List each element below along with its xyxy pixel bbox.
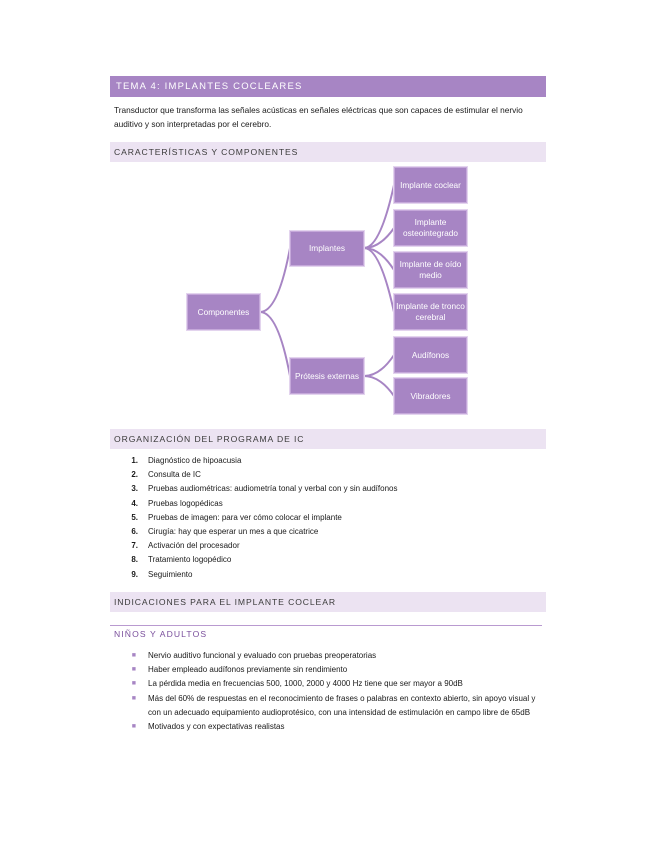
node-implante-osteointegrado: Implante osteointegrado [394,210,467,246]
list-item: ■ Motivados y con expectativas realistas [110,720,540,734]
list-item: ■ Haber empleado audífonos previamente sin rendimiento [110,663,540,677]
list-item: ■ Más del 60% de respuestas en el reconocimiento de frases o palabras en contexto abierto, sin apoyo visual y con un adecuado equipamiento audioprotésico, con una intensidad de estimulación en campo libre de 65dB [110,692,540,720]
section-heading-indicaciones: INDICACIONES PARA EL IMPLANTE COCLEAR [110,592,546,612]
indications-list [110,649,540,734]
connector-protesis-audifonos [364,355,394,376]
list-item: 1. Diagnóstico de hipoacusia [131,456,242,465]
connector-implantes-tronco [364,248,394,312]
list-item: 3. Pruebas audiométricas: audiometría tonal y verbal con y sin audífonos [131,484,398,494]
node-implante-tronco-cerebral: Implante de tronco cerebral [394,294,467,330]
list-item: 8. Tratamiento logopédico [131,555,232,565]
node-audifonos: Audífonos [394,337,467,373]
bullet-icon: ■ [131,723,136,731]
list-item: 6. Cirugía: hay que esperar un mes a que cicatrice [131,526,319,536]
document-page [110,76,546,732]
bullet-icon: ■ [131,680,136,688]
connector-protesis-vibradores [364,376,394,396]
connector-implantes-osteo [364,228,394,248]
node-componentes: Componentes [187,294,260,330]
intro-paragraph: Transductor que transforma las señales acústicas en señales eléctricas que son capaces de estimular el nervio auditivo y son interpretadas por el cerebro. [114,105,523,129]
connector-root-protesis [260,312,290,376]
node-implante-oido-medio: Implante de oído medio [394,252,467,288]
list-item: 9. Seguimiento [131,569,193,579]
list-item: ■ Nervio auditivo funcional y evaluado con pruebas preoperatorias [110,649,540,663]
subheading-ninos-adultos: NIÑOS Y ADULTOS [114,629,208,639]
bullet-icon: ■ [131,652,136,659]
list-item: ■ La pérdida media en frecuencias 500, 1000, 2000 y 4000 Hz tiene que ser mayor a 90dB [110,677,540,691]
list-item: 4. Pruebas logopédicas [131,498,223,508]
connector-root-implantes [260,248,290,312]
components-diagram [110,162,546,420]
topic-title: TEMA 4: IMPLANTES COCLEARES [110,76,546,97]
node-implante-coclear: Implante coclear [394,167,467,203]
node-protesis-externas: Prótesis externas [290,358,364,394]
program-steps-list [110,454,397,582]
subheading-rule [110,625,542,626]
list-item: 7. Activación del procesador [131,541,240,551]
section-heading-caracteristicas: CARACTERÍSTICAS Y COMPONENTES [110,142,546,162]
bullet-icon: ■ [131,694,136,702]
connector-implantes-oido [364,248,394,270]
connector-implantes-coclear [364,185,394,248]
list-item: 2. Consulta de IC [131,470,201,480]
section-heading-organizacion: ORGANIZACIÓN DEL PROGRAMA DE IC [110,429,546,449]
bullet-icon: ■ [131,666,136,674]
node-implantes: Implantes [290,231,364,266]
node-vibradores: Vibradores [394,378,467,414]
list-item: 5. Pruebas de imagen: para ver cómo colocar el implante [131,512,342,522]
